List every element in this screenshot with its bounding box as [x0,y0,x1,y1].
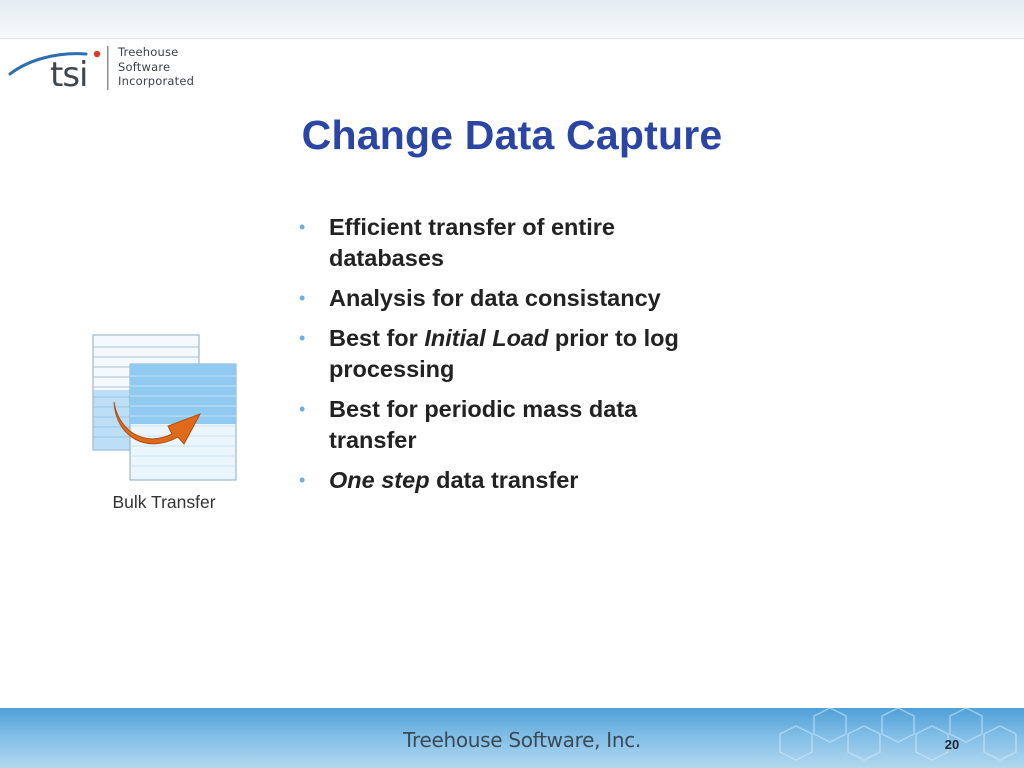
footer-company-name: Treehouse Software, Inc. [403,728,641,752]
bullet-text: Best for periodic mass data transfer [329,396,638,453]
bullet-item [296,283,726,314]
bullet-item [296,465,726,496]
bullet-text: One step [329,467,430,493]
bullet-text: data transfer [429,467,579,493]
logo-line-3: Incorporated [118,74,195,88]
bullet-item [296,394,726,456]
logo-divider [107,46,109,90]
bullet-dot-icon: • [299,470,306,490]
bullet-text: Best for [329,325,425,351]
illustration-caption: Bulk Transfer [112,492,216,512]
bullet-item [296,212,726,274]
bullet-dot-icon: • [299,399,306,419]
footer-band [0,708,1024,768]
bulk-transfer-icon [88,330,248,490]
bullet-text: Initial Load [424,325,549,351]
bullet-dot-icon: • [299,328,306,348]
page-number: 20 [944,737,960,752]
logo-mark-text: tsi [50,55,88,95]
bullet-dot-icon: • [299,288,306,308]
bullet-list [296,212,726,505]
bullet-text: Efficient transfer of entire databases [329,214,615,271]
bullet-text: Analysis for data consistancy [329,285,661,311]
logo-line-1: Treehouse [118,45,179,59]
logo-wordmark [118,45,194,89]
logo-line-2: Software [118,59,171,74]
bullet-text: prior to log processing [329,325,679,382]
top-header-band [0,0,1024,39]
logo-dot [94,51,100,57]
bullet-item [296,323,726,385]
bullet-dot-icon: • [299,217,306,237]
slide-title: Change Data Capture [301,112,723,158]
